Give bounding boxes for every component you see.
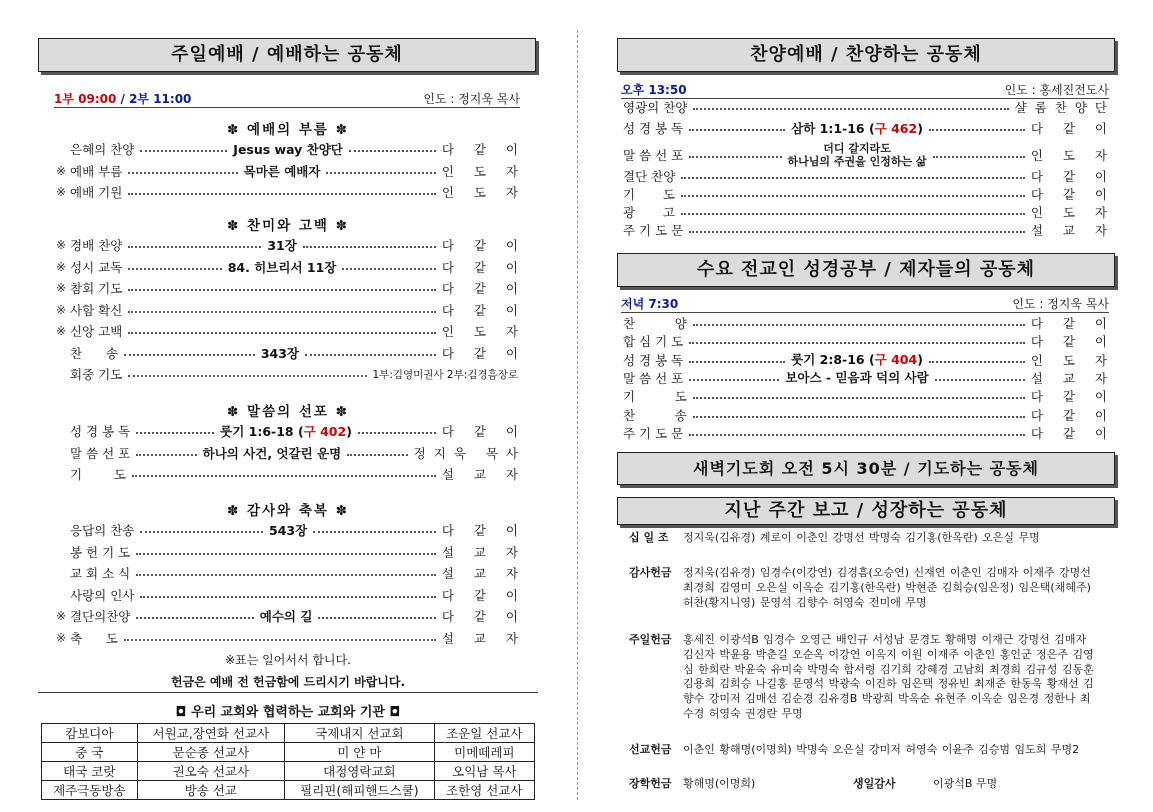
leader-dots <box>933 156 1025 158</box>
item-content: 예수의 길 <box>259 609 313 624</box>
item-label: 기 도 <box>623 389 687 405</box>
sunday-header <box>54 90 520 108</box>
report-names: 홍세진 이광석B 임경수 오영근 배인규 서성남 문경도 황해명 이재근 강명선 김매자 김신자 박윤용 박춘길 오순옥 이강연 이옥지 이원 이재주 이춘인 홍인군 정은주 김영심 한희란 박윤숙 유미숙 박명숙 함서령 김기희 강혜경 고남희 최경희 김규성 김동훈 김용희 김희승 나길홍 문영석 박광숙 이진하 임은택 정유빈 최재준 한동욱 황재선 김향수 강미저 김매선 김순경 김유경B 박광희 박옥순 유현주 이옥순 임은경 정한나 최수경 허영숙 권경란 무명 <box>683 633 1094 720</box>
leader-dots <box>136 553 436 555</box>
leader-dots <box>128 172 237 174</box>
partners-title: ◘ 우리 교회와 협력하는 교회와 기관 ◘ <box>175 705 401 720</box>
item-content: 31장 <box>267 238 297 253</box>
section-title: ✽ 찬미와 고백 ✽ <box>227 218 349 234</box>
partner-cell: 문순종 선교사 <box>137 743 284 762</box>
service-item <box>56 521 526 539</box>
item-responsible: 샬롬찬양단 <box>1014 100 1115 115</box>
leader-dots <box>689 361 785 363</box>
item-responsible: 다 같 이 <box>441 142 527 157</box>
item-label: 은혜의 찬양 <box>70 142 135 157</box>
service-item <box>56 564 526 582</box>
partner-cell: 중 국 <box>42 743 138 762</box>
item-label: 신앙 고백 <box>70 324 123 339</box>
leader-dots <box>693 108 1008 110</box>
item-label: 축 도 <box>70 630 118 646</box>
standing-mark: ※ <box>56 302 67 317</box>
partner-row <box>42 781 535 800</box>
service-item <box>623 424 1115 442</box>
service-item <box>56 258 526 276</box>
item-label: 찬 양 <box>623 316 687 331</box>
standing-note: ※표는 일어서서 합니다. <box>225 653 351 667</box>
praise-leader: 인도 : 홍세진전도사 <box>1004 83 1109 97</box>
service-item <box>623 369 1115 387</box>
time-separator: / <box>116 92 130 106</box>
item-label: 경배 찬양 <box>70 238 123 253</box>
leader-dots <box>693 397 1025 399</box>
item-responsible: 정지욱 목사 <box>413 445 526 461</box>
item-responsible: 다 같 이 <box>441 238 527 253</box>
item-responsible: 다 같 이 <box>1030 316 1115 331</box>
item-label: 사함 확신 <box>70 302 123 318</box>
item-label: 기 도 <box>70 467 126 482</box>
leader-dots <box>305 354 436 356</box>
section-title: ✽ 감사와 축복 ✽ <box>227 503 349 519</box>
standing-mark: ※ <box>56 163 67 178</box>
report-names: 이광석B 무명 <box>933 777 998 790</box>
leader-dots <box>140 150 227 152</box>
service-item <box>623 406 1115 424</box>
item-label: 결단의찬양 <box>70 609 131 624</box>
item-content: 룻기 2:8-16 (구 404) <box>791 352 923 368</box>
service-item <box>56 365 518 383</box>
leader-dots <box>689 342 1025 344</box>
leader-dots <box>689 156 781 158</box>
leader-dots <box>313 531 436 533</box>
offering-note: 헌금은 예배 전 헌금함에 드리시기 바랍니다. <box>38 673 538 693</box>
item-label: 말 씀 선 포 <box>623 370 684 386</box>
leader-dots <box>136 432 214 434</box>
item-label: 말 씀 선 포 <box>70 445 131 461</box>
wednesday-header <box>621 295 1109 313</box>
leader-dots <box>124 354 255 356</box>
report-names: 정지욱(김유경) 계로이 이춘인 강명선 박명숙 김기홍(한옥란) 오은실 무명 <box>683 531 1040 544</box>
report-names: 황해명(이명희) <box>683 777 756 790</box>
item-content: 삼하 1:1-16 (구 462) <box>791 120 923 136</box>
item-label: 말 씀 선 포 <box>623 148 684 163</box>
leader-dots <box>935 379 1025 381</box>
item-responsible: 다 같 이 <box>441 302 526 318</box>
item-label: 합 심 기 도 <box>623 334 684 350</box>
partner-row <box>42 762 535 781</box>
service-item <box>56 543 526 561</box>
service-item <box>56 344 527 362</box>
service-times <box>54 90 191 107</box>
item-label: 광 고 <box>623 205 675 220</box>
partner-cell: 조한영 선교사 <box>434 781 534 800</box>
leader-dots <box>689 434 1025 436</box>
standing-mark: ※ <box>56 630 67 645</box>
leader-dots <box>358 432 436 434</box>
service-item <box>56 236 527 254</box>
service-item <box>623 119 1115 137</box>
item-content: 84. 히브리서 11장 <box>227 259 337 275</box>
partner-cell: 미 얀 마 <box>285 743 435 762</box>
item-responsible: 다 같 이 <box>441 281 526 296</box>
item-label: 예배 기원 <box>70 185 123 200</box>
wednesday-study-banner: 수요 전교인 성경공부 / 제자들의 공동체 <box>617 253 1115 287</box>
item-responsible: 설 교 자 <box>441 544 526 560</box>
leader-dots <box>128 311 436 313</box>
leader-dots <box>347 454 407 456</box>
partner-cell: 제주극동방송 <box>42 781 138 800</box>
report-category: 생일감사 <box>853 777 896 790</box>
item-content: 543장 <box>269 523 308 538</box>
leader-dots <box>693 324 1025 326</box>
partner-cell: 미메떼레피 <box>434 743 534 762</box>
item-responsible: 인 도 자 <box>1030 205 1115 220</box>
leader-dots <box>693 416 1025 418</box>
service-item <box>56 140 527 158</box>
item-responsible: 다 같 이 <box>441 259 526 275</box>
item-label: 찬 송 <box>70 345 118 361</box>
hymn-number: 구 462 <box>874 120 918 136</box>
leader-dots <box>929 361 1025 363</box>
standing-mark: ※ <box>56 185 67 199</box>
service-item <box>623 98 1115 116</box>
item-label: 응답의 찬송 <box>70 523 135 538</box>
partner-cell: 태국 코랏 <box>42 762 138 781</box>
partner-cell: 방송 선교 <box>137 781 284 800</box>
service-item <box>623 185 1115 203</box>
report-category: 선교헌금 <box>629 743 672 756</box>
praise-header <box>621 81 1109 99</box>
leader-dots <box>132 475 436 477</box>
item-label: 봉 헌 기 도 <box>70 544 131 560</box>
service-item <box>623 314 1115 332</box>
item-label: 예배 부름 <box>70 163 123 179</box>
item-label: 결단 찬양 <box>623 169 676 184</box>
leader-dots <box>681 195 1025 197</box>
service-item <box>56 162 526 180</box>
item-responsible: 설 교 자 <box>1030 223 1115 238</box>
leader-dots <box>128 246 261 248</box>
service-item <box>56 322 526 340</box>
leader-dots <box>124 639 436 641</box>
item-label: 회중 기도 <box>70 367 123 382</box>
leader-dots <box>140 596 435 598</box>
standing-mark: ※ <box>56 609 67 623</box>
wednesday-time: 저녁 7:30 <box>621 297 679 311</box>
standing-mark: ※ <box>56 238 67 252</box>
item-responsible: 다 같 이 <box>1030 407 1115 423</box>
leader-dots <box>326 172 435 174</box>
item-responsible: 설 교 자 <box>441 566 526 581</box>
item-content: 룻기 1:6-18 (구 402) <box>220 424 352 439</box>
leader-dots <box>689 231 1025 233</box>
item-responsible: 다 같 이 <box>1030 425 1115 441</box>
item-label: 사랑의 인사 <box>70 587 135 603</box>
report-category: 장학헌금 <box>629 777 672 790</box>
item-responsible: 설 교 자 <box>1030 370 1115 386</box>
service-item <box>56 629 526 647</box>
item-responsible: 다 같 이 <box>441 523 526 538</box>
item-responsible: 다 같 이 <box>1030 389 1115 405</box>
service-item <box>56 183 526 201</box>
report-category: 주일헌금 <box>629 633 672 646</box>
report-item <box>621 743 1101 758</box>
hymn-number: 구 404 <box>874 352 918 368</box>
leader-dots <box>136 617 253 619</box>
item-content: 하나의 사건, 엇갈린 운명 <box>202 445 342 461</box>
partner-cell: 필리핀(해피핸드스쿨) <box>285 781 435 800</box>
service-item <box>623 167 1115 185</box>
leader-dots <box>128 289 436 291</box>
leader-dots <box>128 332 436 334</box>
standing-mark: ※ <box>56 324 67 338</box>
report-item <box>621 633 1101 722</box>
sunday-leader: 인도 : 정지욱 목사 <box>423 92 520 106</box>
item-responsible: 인 도 자 <box>441 163 526 179</box>
praise-time: 오후 13:50 <box>621 83 687 97</box>
item-label: 성 경 봉 독 <box>623 352 684 368</box>
item-responsible: 인 도 자 <box>441 185 526 200</box>
section-title: ✽ 예배의 부름 ✽ <box>227 122 349 138</box>
praise-worship-banner: 찬양예배 / 찬양하는 공동체 <box>617 38 1115 72</box>
service-item <box>623 142 1116 168</box>
item-label: 찬 송 <box>623 407 687 423</box>
service-item <box>56 301 526 319</box>
leader-dots <box>318 617 435 619</box>
leader-dots <box>689 379 779 381</box>
wednesday-leader: 인도 : 정지욱 목사 <box>1012 297 1109 311</box>
item-label: 참회 기도 <box>70 281 123 296</box>
item-responsible: 인 도 자 <box>1030 352 1115 368</box>
partner-cell: 캄보디아 <box>42 724 138 743</box>
item-responsible: 다 같 이 <box>1030 334 1115 350</box>
service-item <box>623 203 1115 221</box>
standing-mark: ※ <box>56 259 67 274</box>
partner-cell: 권오숙 선교사 <box>137 762 284 781</box>
item-label: 영광의 찬양 <box>623 100 688 115</box>
service-item <box>56 586 526 604</box>
item-responsible: 다 같 이 <box>1030 187 1115 202</box>
first-service-time: 1부 09:00 <box>54 92 117 106</box>
service-item <box>623 387 1115 405</box>
item-label: 교 회 소 식 <box>70 566 131 581</box>
partner-cell: 국제내지 선교회 <box>285 724 435 743</box>
leader-dots <box>681 213 1025 215</box>
item-label: 성시 교독 <box>70 259 123 275</box>
partner-row <box>42 724 535 743</box>
item-content: 보아스 - 믿음과 덕의 사람 <box>785 370 929 386</box>
report-item <box>621 777 1101 792</box>
weekly-report-banner: 지난 주간 보고 / 성장하는 공동체 <box>617 497 1115 525</box>
leader-dots <box>128 193 436 195</box>
service-item <box>56 607 527 625</box>
leader-dots <box>303 246 436 248</box>
item-content: 343장 <box>260 345 299 361</box>
partner-cell: 서원교,장연화 선교사 <box>137 724 284 743</box>
service-item <box>623 351 1115 369</box>
leader-dots <box>929 129 1025 131</box>
service-item <box>623 332 1115 350</box>
item-responsible: 다 같 이 <box>441 609 527 624</box>
service-item <box>56 279 526 297</box>
service-item <box>56 465 526 483</box>
sunday-worship-banner: 주일예배 / 예배하는 공동체 <box>38 38 536 72</box>
leader-dots <box>128 268 221 270</box>
item-label: 주 기 도 문 <box>623 223 684 238</box>
report-item <box>621 531 1101 546</box>
dawn-prayer-banner: 새벽기도회 오전 5시 30분 / 기도하는 공동체 <box>617 452 1115 485</box>
item-responsible: 다 같 이 <box>441 424 526 439</box>
report-item <box>621 566 1101 610</box>
service-item <box>623 221 1115 239</box>
report-category: 십 일 조 <box>629 531 669 544</box>
item-label: 주 기 도 문 <box>623 425 684 441</box>
partner-cell: 조운일 선교사 <box>434 724 534 743</box>
partner-cell: 대정영락교회 <box>285 762 435 781</box>
report-names: 이춘인 황해명(이명희) 박명숙 오은실 강미저 허영숙 이윤주 김승범 임도희 무명2 <box>683 743 1080 756</box>
item-responsible: 설 교 자 <box>441 467 526 482</box>
partner-cell: 오익남 목사 <box>434 762 534 781</box>
report-category: 감사헌금 <box>629 566 672 579</box>
leader-dots <box>342 268 435 270</box>
leader-dots <box>689 129 785 131</box>
item-responsible: 인 도 자 <box>441 324 526 339</box>
second-service-time: 2부 11:00 <box>129 92 192 106</box>
item-content: 목마른 예배자 <box>243 163 321 179</box>
page-divider <box>577 30 578 800</box>
item-responsible: 설 교 자 <box>441 630 526 646</box>
hymn-number: 구 402 <box>303 424 347 439</box>
item-responsible: 다 같 이 <box>1030 169 1115 184</box>
standing-mark: ※ <box>56 281 67 295</box>
item-content: 더디 갈지라도 하나님의 주권을 인정하는 삶 <box>787 142 927 168</box>
partner-row <box>42 743 535 762</box>
section-title: ✽ 말씀의 선포 ✽ <box>227 404 349 420</box>
leader-dots <box>136 454 196 456</box>
leader-dots <box>128 375 366 377</box>
item-responsible: 다 같 이 <box>441 345 527 361</box>
item-label: 기 도 <box>623 187 675 202</box>
report-names: 정지욱(김유경) 임경수(이강연) 김경흠(오승연) 신재연 이춘인 김매자 이재주 강명선 최경희 김영미 오은실 이옥순 김기홍(한옥란) 박현준 김희승(임은정) 임은택(채혜주) 허찬(황지니영) 문영석 김향수 허영숙 전미애 무명 <box>683 566 1091 609</box>
service-item <box>56 444 526 462</box>
item-responsible: 인 도 자 <box>1030 148 1116 163</box>
item-label: 성 경 봉 독 <box>70 424 131 439</box>
partner-churches-table <box>41 723 535 800</box>
item-responsible: 다 같 이 <box>441 587 526 603</box>
leader-dots <box>136 574 436 576</box>
item-label: 성 경 봉 독 <box>623 121 684 136</box>
item-responsible: 다 같 이 <box>1030 121 1115 136</box>
leader-dots <box>349 150 436 152</box>
leader-dots <box>681 177 1025 179</box>
item-content: Jesus way 찬양단 <box>233 142 343 157</box>
item-responsible: 1부:김영미권사 2부:김경흠장로 <box>372 368 518 381</box>
leader-dots <box>140 531 263 533</box>
service-item <box>56 422 526 440</box>
